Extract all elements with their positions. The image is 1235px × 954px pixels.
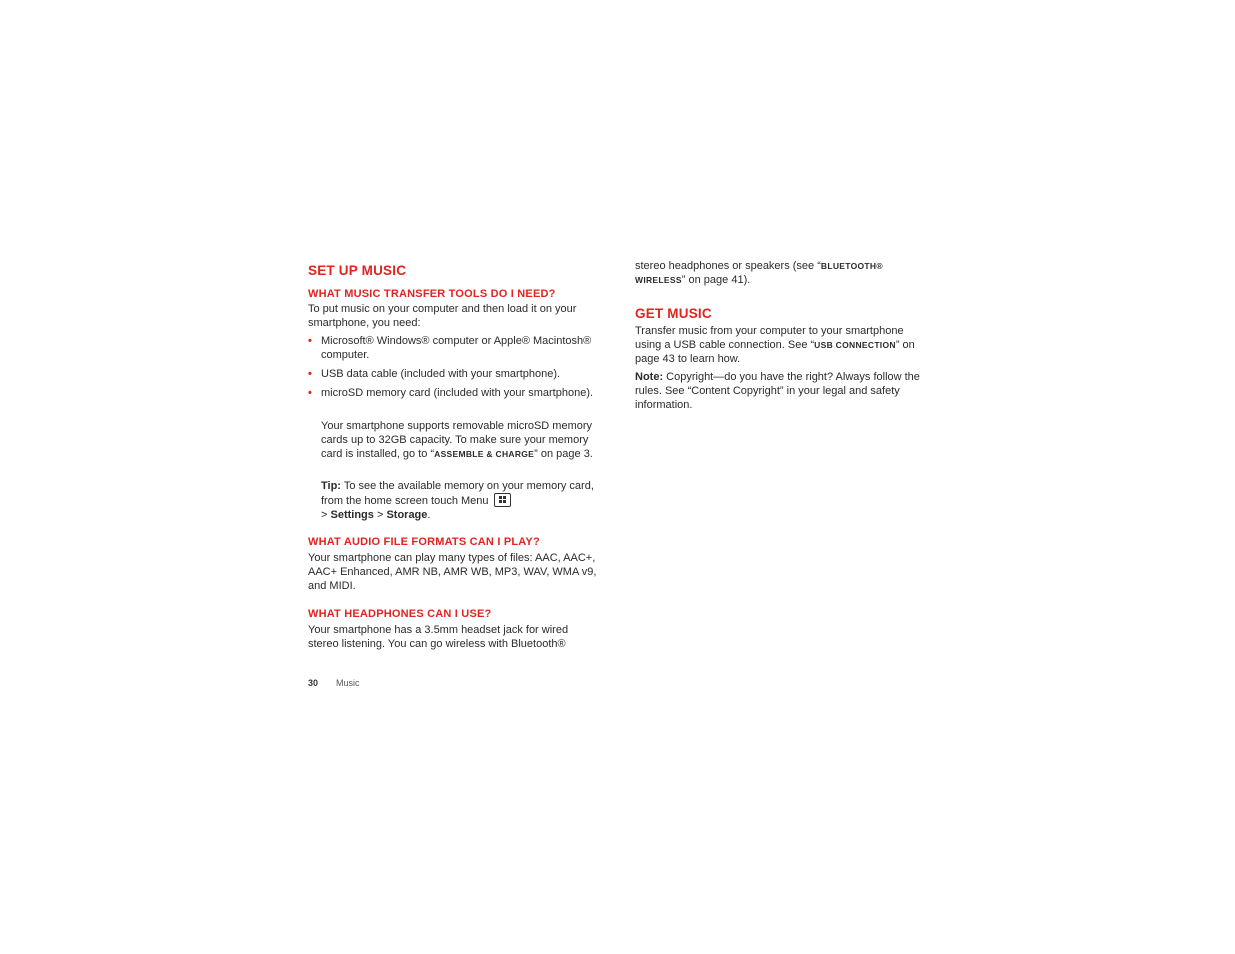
requirements-list bbox=[308, 334, 600, 362]
bullet-icon: • bbox=[308, 335, 312, 347]
transfer-intro: To put music on your computer and then load it on your smartphone, you need: bbox=[308, 303, 577, 329]
page-footer bbox=[308, 678, 360, 688]
list-item: • Microsoft® Windows® computer or Apple® Macintosh® computer. bbox=[308, 335, 592, 361]
xref-usb-connection[interactable]: USB CONNECTION bbox=[814, 340, 896, 350]
page-number: 30 bbox=[308, 678, 319, 688]
tip-paragraph: Tip: To see the available memory on your memory card, from the home screen touch Menu > Settings > Storage. bbox=[321, 480, 594, 521]
memory-card-info: Your smartphone supports removable microSD memory cards up to 32GB capacity. To make sure your memory card is installed, go to “ASSEMBLE & CHARGE” on page 3. bbox=[321, 420, 593, 460]
section-title-get-music: GET MUSIC bbox=[635, 306, 712, 321]
footer-section: Music bbox=[336, 678, 360, 688]
note-paragraph: Note: Copyright—do you have the right? Always follow the rules. See “Content Copyright” in your legal and safety information. bbox=[635, 371, 920, 411]
headphones-text: Your smartphone has a 3.5mm headset jack for wired stereo listening. You can go wireless with Bluetooth® bbox=[308, 624, 569, 650]
requirements-list bbox=[308, 386, 600, 400]
storage-label: Storage bbox=[386, 509, 428, 521]
requirements-list bbox=[308, 367, 600, 381]
bullet-icon: • bbox=[308, 387, 312, 399]
headphones-continued: stereo headphones or speakers (see “BLUETOOTH® WIRELESS” on page 41). bbox=[635, 260, 883, 286]
menu-key-icon bbox=[494, 493, 511, 507]
get-music-text: Transfer music from your computer to your smartphone using a USB cable connection. See “USB CONNECTION” on page 43 to learn how. bbox=[635, 325, 915, 365]
heading-headphones: WHAT HEADPHONES CAN I USE? bbox=[308, 608, 492, 620]
xref-wireless[interactable]: WIRELESS bbox=[635, 275, 682, 285]
xref-assemble-charge[interactable]: ASSEMBLE & CHARGE bbox=[434, 449, 535, 459]
heading-transfer-tools: WHAT MUSIC TRANSFER TOOLS DO I NEED? bbox=[308, 288, 556, 300]
settings-label: Settings bbox=[330, 509, 374, 521]
heading-audio-formats: WHAT AUDIO FILE FORMATS CAN I PLAY? bbox=[308, 536, 540, 548]
note-label: Note: bbox=[635, 371, 664, 383]
xref-bluetooth[interactable]: BLUETOOTH® bbox=[820, 261, 883, 271]
list-item: • USB data cable (included with your smartphone). bbox=[308, 368, 561, 380]
bullet-icon: • bbox=[308, 368, 312, 380]
list-item: • microSD memory card (included with your smartphone). bbox=[308, 387, 594, 399]
tip-label: Tip: bbox=[321, 480, 341, 492]
formats-text: Your smartphone can play many types of files: AAC, AAC+, AAC+ Enhanced, AMR NB, AMR WB, MP3, WAV, WMA v9, and MIDI. bbox=[308, 552, 597, 592]
section-title-set-up-music: SET UP MUSIC bbox=[308, 263, 407, 278]
